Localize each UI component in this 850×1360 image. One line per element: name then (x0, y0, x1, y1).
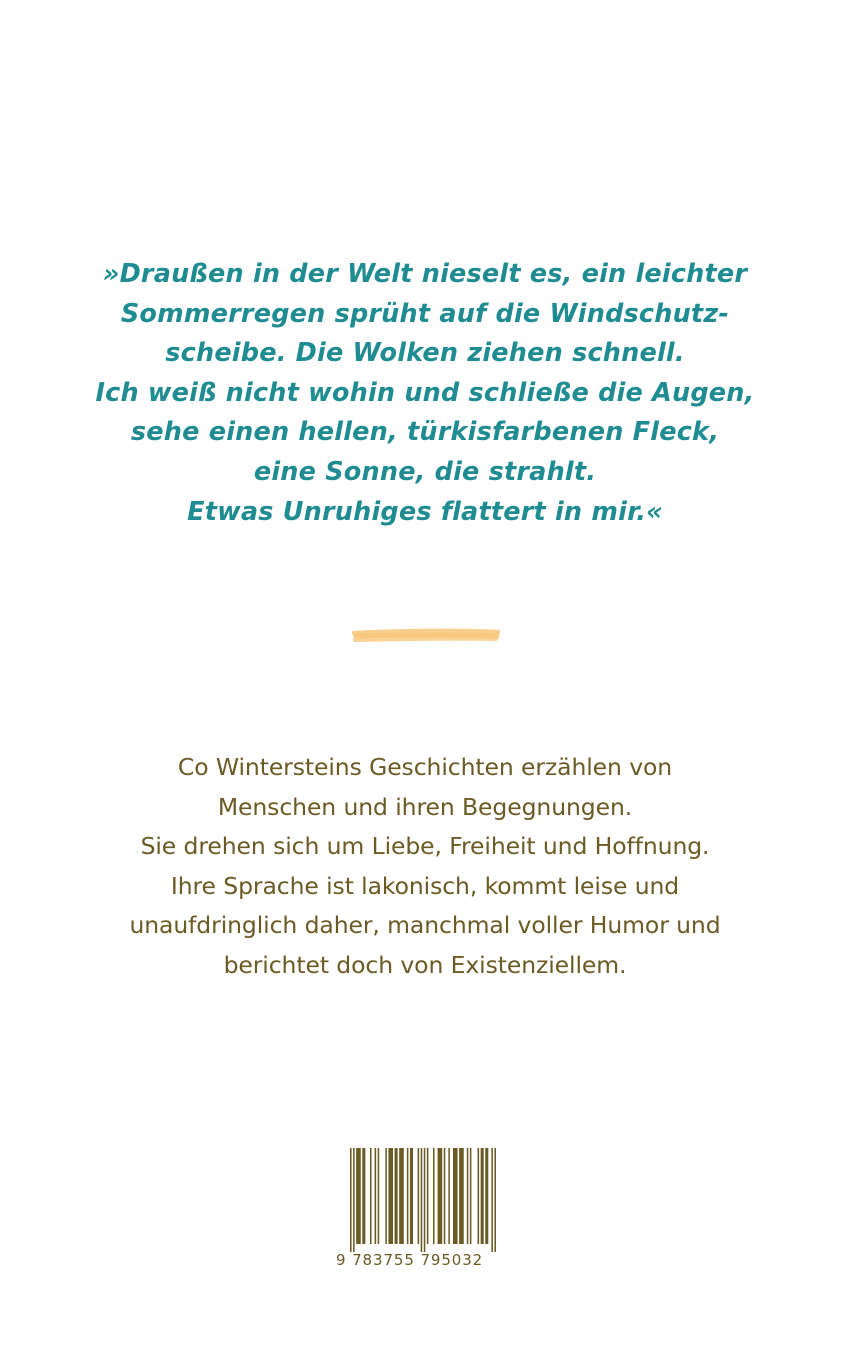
quote-line: »Draußen in der Welt nieselt es, ein leichter (102, 259, 748, 289)
description-line: Co Wintersteins Geschichten erzählen von (177, 753, 673, 781)
barcode-bar (407, 1148, 409, 1244)
blurb-quote (0, 255, 850, 532)
isbn-barcode (336, 1148, 498, 1272)
quote-line: scheibe. Die Wolken ziehen schnell. (165, 338, 685, 369)
barcode-bar (478, 1148, 480, 1244)
barcode-bar (459, 1148, 464, 1244)
quote-line: eine Sonne, die strahlt. (253, 456, 597, 487)
barcode-bar (467, 1148, 469, 1244)
barcode-bar (395, 1148, 398, 1244)
barcode-bar (421, 1148, 423, 1252)
barcode-bar (453, 1148, 458, 1244)
barcode-bar (438, 1148, 443, 1244)
book-description (0, 748, 850, 986)
barcode-bar (399, 1148, 404, 1244)
barcode-bar (433, 1148, 435, 1244)
description-line: unaufdringlich daher, manchmal voller Humor und (129, 911, 721, 940)
description-line: Ihre Sprache ist lakonisch, kommt leise und (170, 871, 680, 900)
description-line: Menschen und ihren Begegnungen. (217, 792, 633, 821)
barcode-bar (427, 1148, 429, 1244)
barcode-bar (356, 1148, 361, 1244)
quote-line: Etwas Unruhiges flattert in mir.« (187, 496, 663, 527)
barcode-bar (388, 1148, 393, 1244)
description-line: Sie drehen sich um Liebe, Freiheit und Hoffnung. (140, 832, 710, 861)
barcode-bar (375, 1148, 377, 1244)
barcode-bar (370, 1148, 372, 1244)
barcode-bar (494, 1148, 496, 1252)
description-line: berichtet doch von Existenziellem. (223, 950, 627, 979)
barcode-bar (444, 1148, 446, 1244)
barcode-bar (418, 1148, 420, 1244)
barcode-bars (336, 1148, 498, 1252)
barcode-bar (448, 1148, 450, 1244)
barcode-bar (385, 1148, 387, 1244)
barcode-bar (485, 1148, 488, 1244)
barcode-bar (378, 1148, 380, 1244)
barcode-bar (424, 1148, 426, 1252)
brush-divider (352, 624, 500, 646)
barcode-bar (470, 1148, 472, 1244)
barcode-bar (362, 1148, 365, 1244)
barcode-bar (481, 1148, 484, 1244)
isbn-number: 9 783755 795032 (336, 1251, 484, 1269)
barcode-bar (350, 1148, 352, 1252)
quote-line: Sommerregen sprüht auf die Windschutz- (120, 298, 730, 329)
quote-line: sehe einen hellen, türkisfarbenen Fleck, (130, 417, 720, 448)
barcode-bar (353, 1148, 355, 1252)
barcode-bar (491, 1148, 493, 1252)
barcode-bar (410, 1148, 413, 1244)
quote-line: Ich weiß nicht wohin und schließe die Augen, (95, 377, 755, 408)
